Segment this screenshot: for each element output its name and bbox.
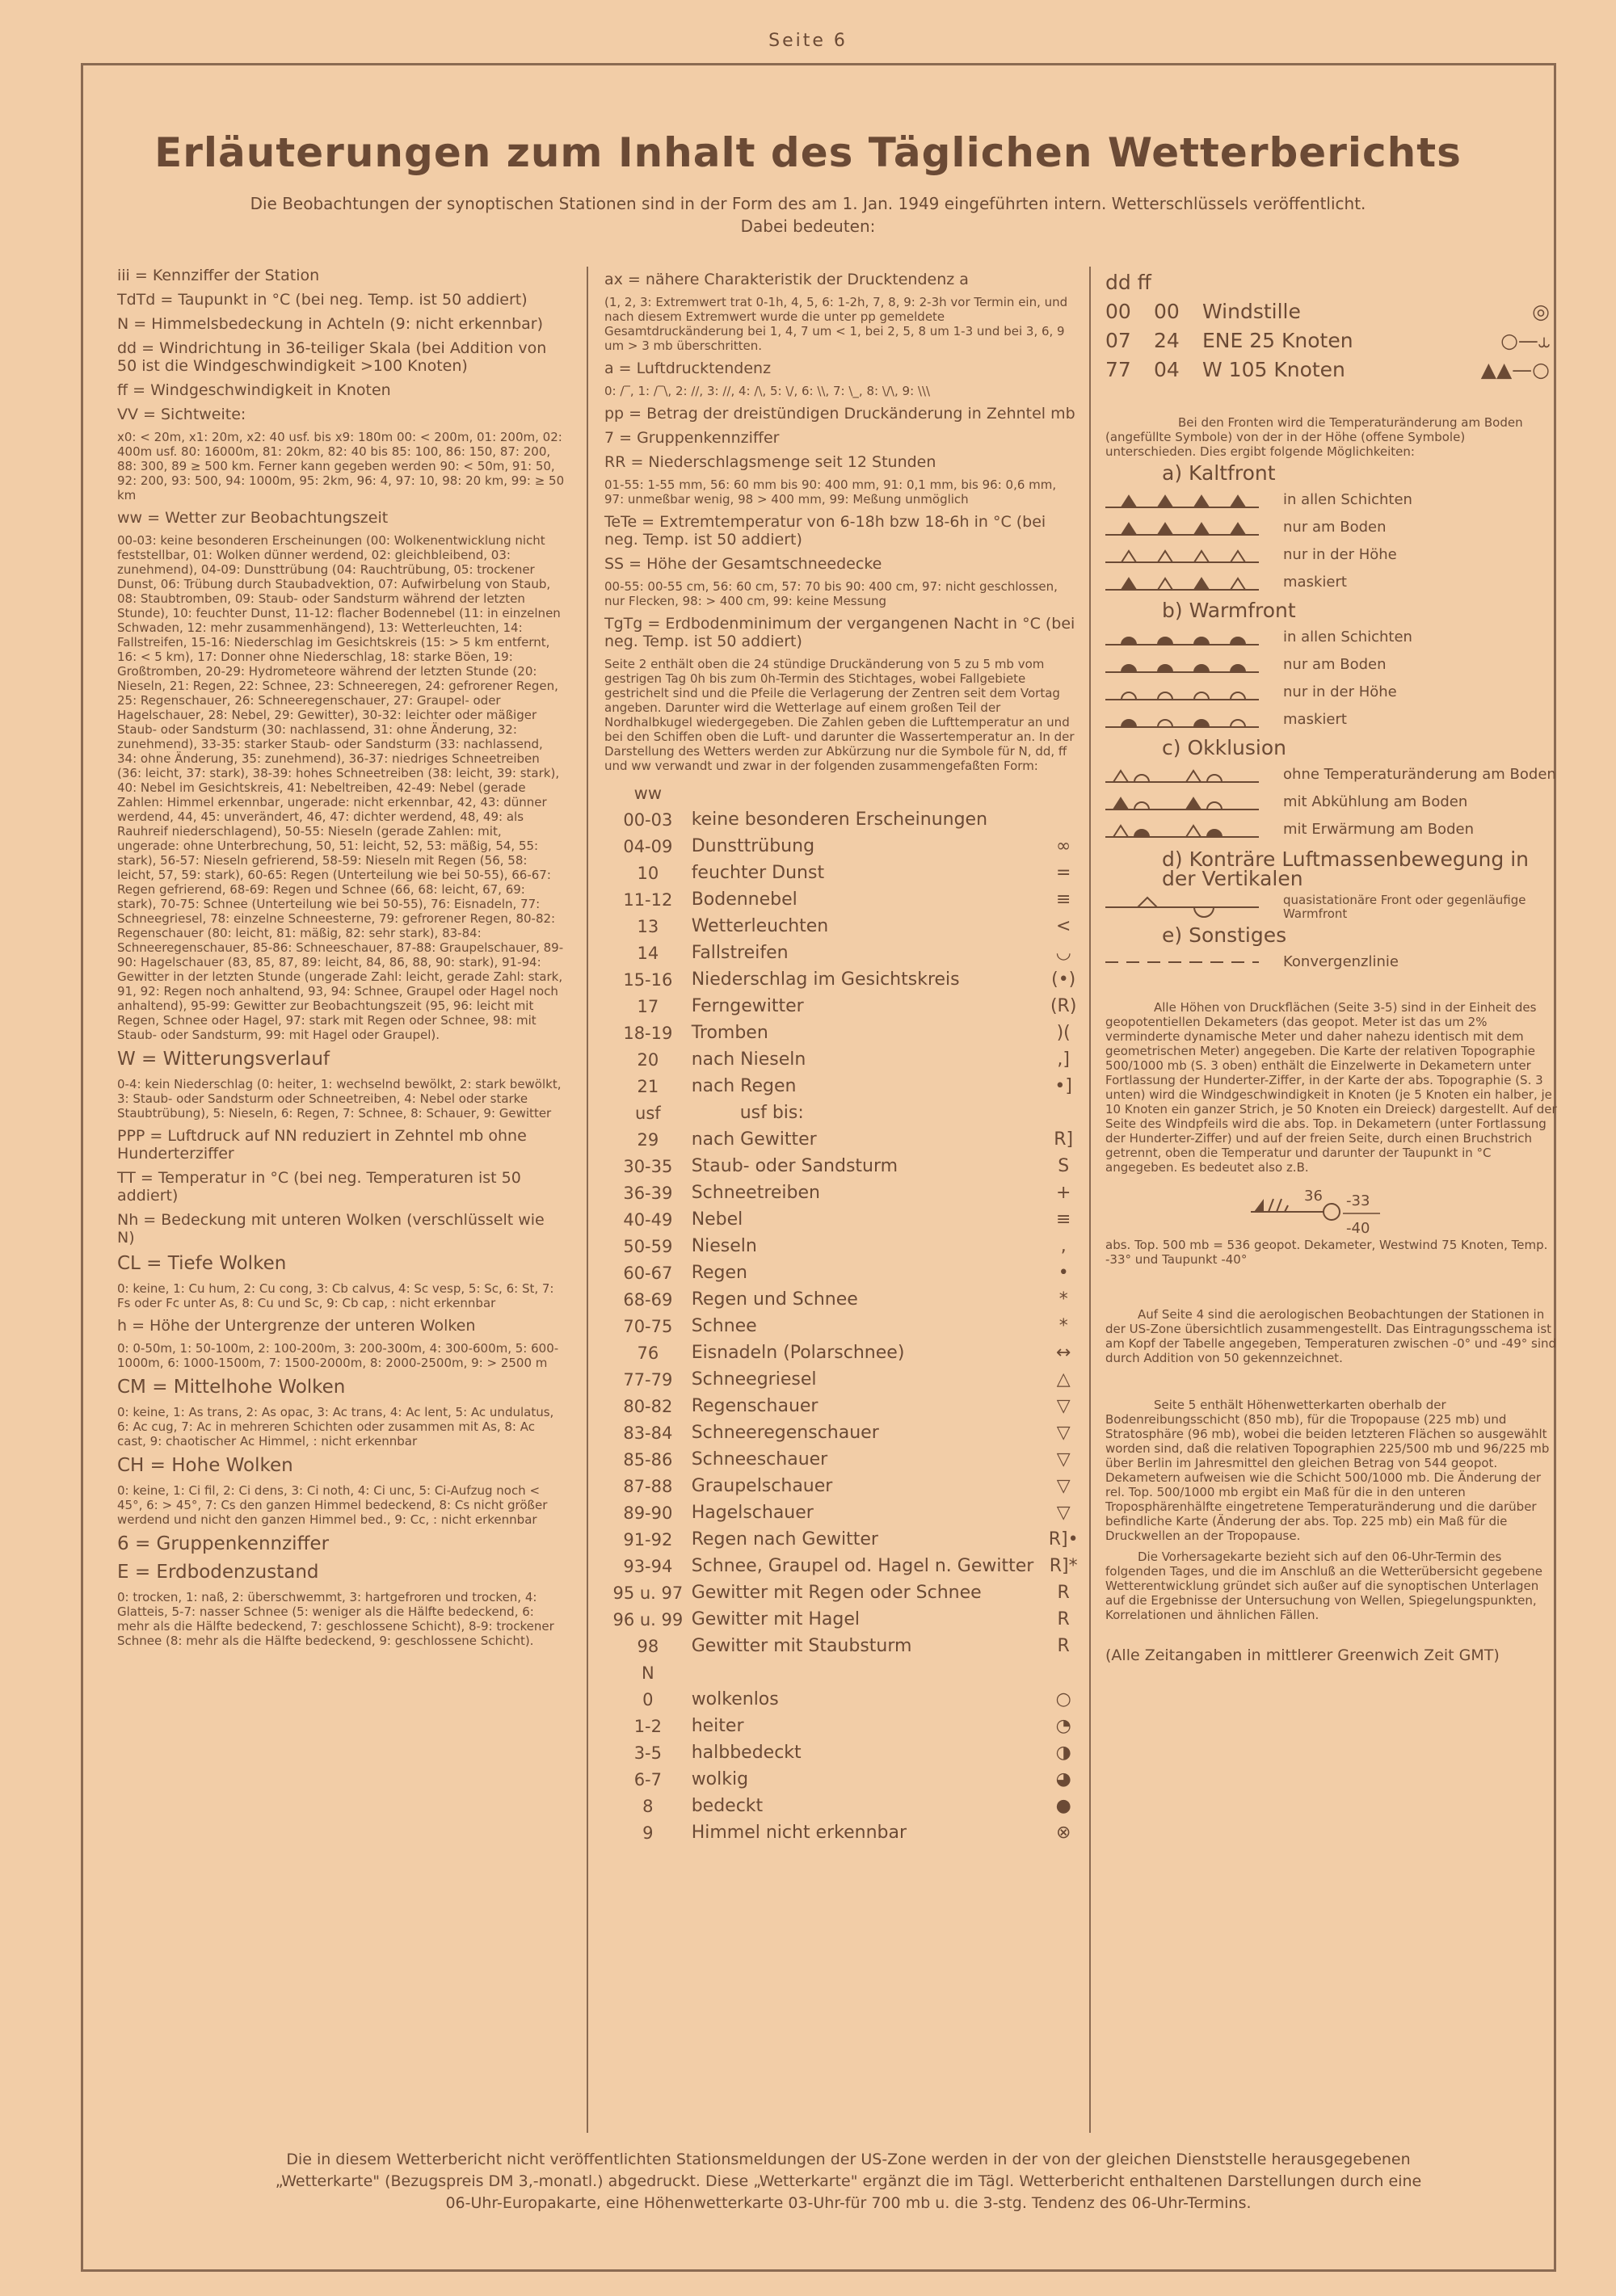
ww-code: 96 u. 99: [612, 1609, 684, 1629]
weather-symbol-icon: *: [1058, 1289, 1068, 1310]
ww-description: Regen: [691, 1262, 747, 1283]
ww-rows-part-2: [604, 1126, 1079, 1659]
entry-n: N = Himmelsbedeckung in Achteln (9: nicht erkennbar): [117, 315, 543, 333]
front-row: [1105, 761, 1558, 788]
entry-ch-detail: 0: keine, 1: Ci fil, 2: Ci dens, 3: Ci noth, 4: Ci unc, 5: Ci-Aufzug noch < 45°, 6: > 45°, 7: Cs den ganzen Himmel bedeckend, 8: Cs nicht größer werdend und nicht den ganzen Himmel bed., 9: Cc, : nicht erkennbar: [117, 1483, 548, 1527]
front-row: [1105, 788, 1558, 816]
dd-ff-table: [1105, 268, 1550, 385]
entry-e: E = Erdbodenzustand: [117, 1562, 319, 1583]
weather-symbol-icon: ,]: [1057, 1049, 1070, 1070]
ww-row: [604, 1633, 1079, 1659]
ff-value: 24: [1154, 329, 1180, 352]
weather-symbol-icon: ▽: [1056, 1502, 1071, 1523]
ww-description: Hagelschauer: [691, 1502, 814, 1523]
wind-symbol-icon: ○—⥿: [1500, 329, 1550, 352]
ww-code: 98: [637, 1636, 659, 1656]
ww-code: 50-59: [623, 1236, 673, 1256]
front-label: maskiert: [1283, 574, 1347, 591]
wind-top-value: 36: [1304, 1188, 1323, 1205]
ww-row: [604, 1366, 1079, 1393]
ww-description: Niederschlag im Gesichtskreis: [691, 969, 960, 990]
column-middle: [604, 271, 1079, 1846]
n-row: [604, 1793, 1079, 1819]
entry-pp: pp = Betrag der dreistündigen Druckänderung in Zehntel mb: [604, 405, 1075, 423]
weather-symbol-icon: R]•: [1048, 1529, 1079, 1550]
entry-cm-detail: 0: keine, 1: As trans, 2: As opac, 3: Ac trans, 4: Ac lent, 5: Ac undulatus, 6: Ac cug, 7: Ac in mehreren Schichten oder zusammen mit As, 8: Ac cast, 9: chaotischer Ac Himmel, : nicht erkennbar: [117, 1405, 554, 1449]
entry-w: W = Witterungsverlauf: [117, 1049, 330, 1070]
ww-description: Graupelschauer: [691, 1475, 833, 1496]
ww-description: Gewitter mit Staubsturm: [691, 1635, 912, 1656]
ww-code: 36-39: [623, 1183, 673, 1203]
n-code: 6-7: [633, 1769, 662, 1789]
ww-code: 70-75: [623, 1316, 673, 1336]
weather-symbol-icon: ≡: [1055, 1209, 1071, 1230]
ww-row: [604, 1499, 1079, 1526]
ww-description: Schnee, Graupel od. Hagel n. Gewitter: [691, 1555, 1034, 1576]
wind-symbol-icon: ▲▲—○: [1480, 358, 1550, 381]
ww-row: [604, 860, 1079, 886]
ww-description: Nebel: [691, 1209, 743, 1230]
front-label: mit Abkühlung am Boden: [1283, 793, 1468, 810]
weather-symbol-icon: <: [1055, 915, 1071, 936]
n-description: Himmel nicht erkennbar: [691, 1822, 907, 1843]
dd-description: Windstille: [1202, 300, 1301, 323]
ww-code: 40-49: [623, 1209, 673, 1230]
ww-description: Dunsttrübung: [691, 835, 815, 856]
ww-code: 68-69: [623, 1289, 673, 1310]
dd-description: ENE 25 Knoten: [1202, 329, 1353, 352]
ww-row: [604, 1526, 1079, 1553]
ww-description: nach Gewitter: [691, 1129, 817, 1150]
ww-row: [604, 1606, 1079, 1633]
weather-symbol-icon: ,: [1060, 1235, 1067, 1256]
ww-row: [604, 833, 1079, 860]
column-divider-left: [587, 267, 588, 2133]
wind-example: [1105, 1181, 1558, 1238]
cloud-cover-icon: ◕: [1055, 1768, 1071, 1789]
entry-ss: SS = Höhe der Gesamtschneedecke: [604, 555, 882, 573]
ww-code: 10: [637, 863, 659, 883]
occlusion-front-symbol: [1105, 790, 1259, 814]
column-right: [1105, 268, 1558, 1671]
front-label: nur am Boden: [1283, 519, 1387, 536]
ww-description: feuchter Dunst: [691, 862, 825, 883]
entry-vv-detail: x0: < 20m, x1: 20m, x2: 40 usf. bis x9: 180m 00: < 200m, 01: 200m, 02: 400m usf. 80: 16000m, 81: 20km, 82: 40 bis 85: 100, 86: 150, 87: 200, 88: 300, 89 ≥ 500 km. Ferner kann gegeben werden 90: < 50m, 91: 50, 92: 200, 93: 500, 94: 1000m, 95: 2km, 96: 4, 97: 10, 98: 20 km, 99: ≥ 50 km: [117, 430, 565, 503]
wind-barb-example-icon: [1243, 1181, 1404, 1238]
entry-cl-detail: 0: keine, 1: Cu hum, 2: Cu cong, 3: Cb calvus, 4: Sc vesp, 5: Sc, 6: St, 7: Fs oder Fc unter As, 8: Cu und Sc, 9: Cb cap, : nicht erkennbar: [117, 1281, 554, 1310]
front-label: nur in der Höhe: [1283, 683, 1397, 700]
ff-value: 00: [1154, 300, 1180, 323]
entry-a-detail: 0: ∕‾, 1: ∕‾\, 2: ∕∕, 3: ∕∕, 4: ∕\, 5: \∕, 6: \\, 7: \_, 8: \∕\, 9: \\\: [604, 384, 931, 398]
ww-description: Tromben: [691, 1022, 768, 1043]
entry-dd: dd = Windrichtung in 36-teiliger Skala (bei Addition von 50 ist die Windgeschwindigkeit >100 Knoten): [117, 339, 547, 375]
cloud-cover-icon: ◑: [1055, 1742, 1071, 1763]
weather-symbol-icon: R: [1057, 1582, 1070, 1603]
okklusion-heading: c) Okklusion: [1162, 736, 1286, 759]
ww-description: keine besonderen Erscheinungen: [691, 809, 988, 830]
usf-row: [604, 1100, 1079, 1126]
n-row: [604, 1739, 1079, 1766]
ww-description: Schneetreiben: [691, 1182, 820, 1203]
dd-value: 07: [1105, 329, 1131, 352]
entry-tt: TT = Temperatur in °C (bei neg. Temperaturen ist 50 addiert): [117, 1169, 521, 1205]
ww-code: 13: [637, 916, 659, 936]
entry-ff: ff = Windgeschwindigkeit in Knoten: [117, 381, 391, 399]
weather-symbol-icon: (•): [1051, 969, 1076, 990]
cloud-cover-icon: ○: [1055, 1688, 1071, 1709]
ww-description: Fallstreifen: [691, 942, 789, 963]
warm-front-symbol: [1105, 653, 1259, 677]
subtitle-line-2: Dabei bedeuten:: [740, 217, 876, 236]
front-label: ohne Temperaturänderung am Boden: [1283, 766, 1556, 783]
ww-code: 00-03: [623, 809, 673, 830]
ww-row: [604, 1393, 1079, 1419]
ww-code: 95 u. 97: [612, 1583, 684, 1603]
front-label: mit Erwärmung am Boden: [1283, 821, 1474, 838]
cold-front-symbol: [1105, 543, 1259, 567]
ww-row: [604, 1206, 1079, 1233]
ww-row: [604, 1313, 1079, 1339]
n-header-row: [604, 1659, 1079, 1686]
front-row: [1105, 514, 1558, 541]
warmfront-heading: b) Warmfront: [1162, 599, 1296, 622]
ww-code: 77-79: [623, 1369, 673, 1390]
entry-ww: ww = Wetter zur Beobachtungszeit: [117, 509, 389, 527]
weather-symbol-icon: ≡: [1055, 889, 1071, 910]
seite5-text: Seite 5 enthält Höhenwetterkarten oberhalb der Bodenreibungsschicht (850 mb), für die Tropopause (225 mb) und Stratosphäre (96 mb), wobei die beiden letzteren Flächen so ausgewählt worden sind, daß die relativen Topographien 225/500 mb und 96/225 mb über Berlin im Jahresmittel den gleichen Betrag von 544 geopot. Dekametern aufweisen wie die Schicht 500/1000 mb. Die Änderung der rel. Top. 500/1000 mb ergibt ein Maß für die in den unteren Troposphärenhälfte eingetretene Temperaturänderung und die darüber befindliche Karte (Änderung der abs. Top. 225 mb) ein Maß für die Druckwellen an der Tropopause.: [1105, 1398, 1550, 1543]
ww-code: 91-92: [623, 1529, 673, 1550]
n-row: [604, 1713, 1079, 1739]
weather-symbol-icon: •: [1058, 1262, 1069, 1283]
wind-temp-value: -33: [1346, 1192, 1370, 1209]
ww-row: [604, 966, 1079, 993]
front-row: [1105, 816, 1558, 843]
front-label: in allen Schichten: [1283, 629, 1412, 645]
ww-code: 18-19: [623, 1023, 673, 1043]
weather-symbol-icon: ↔: [1055, 1342, 1071, 1363]
n-rows: [604, 1686, 1079, 1846]
wind-symbol-icon: ◎: [1532, 300, 1550, 323]
ww-code: 60-67: [623, 1263, 673, 1283]
weather-symbol-icon: )(: [1056, 1022, 1071, 1043]
n-code: 8: [642, 1796, 654, 1816]
subtitle: [162, 192, 1454, 238]
ww-description: Schneeschauer: [691, 1449, 828, 1470]
weather-symbol-icon: +: [1055, 1182, 1071, 1203]
ww-row: [604, 1153, 1079, 1180]
ww-code: 76: [637, 1343, 659, 1363]
ww-row: [604, 1073, 1079, 1100]
sonstiges-heading: e) Sonstiges: [1162, 923, 1287, 947]
ww-symbol-table: [604, 780, 1079, 1846]
front-row-kontraer: [1105, 894, 1558, 921]
front-label: maskiert: [1283, 711, 1347, 728]
weather-symbol-icon: ▽: [1056, 1395, 1071, 1416]
entry-ax: ax = nähere Charakteristik der Drucktendenz a: [604, 271, 969, 288]
n-row: [604, 1766, 1079, 1793]
ww-description: nach Nieseln: [691, 1049, 806, 1070]
weather-symbol-icon: R: [1057, 1608, 1070, 1629]
n-row: [604, 1686, 1079, 1713]
dd-description: W 105 Knoten: [1202, 358, 1345, 381]
usf-bis: usf bis:: [739, 1102, 804, 1123]
column-left: [117, 267, 566, 1655]
n-code: 3-5: [633, 1743, 662, 1763]
ww-description: Regen und Schnee: [691, 1289, 858, 1310]
ww-row: [604, 1180, 1079, 1206]
warm-front-symbol: [1105, 625, 1259, 650]
ww-description: nach Regen: [691, 1075, 797, 1096]
ww-code: 85-86: [623, 1449, 673, 1470]
entry-vv: VV = Sichtweite:: [117, 406, 246, 423]
front-label: quasistationäre Front oder gegenläufige Warmfront: [1283, 893, 1526, 921]
ww-description: Regenschauer: [691, 1395, 819, 1416]
front-row-konvergenz: [1105, 948, 1558, 976]
entry-ss-detail: 00-55: 00-55 cm, 56: 60 cm, 57: 70 bis 90: 400 cm, 97: nicht geschlossen, nur Flecken, 98: > 400 cm, 99: keine Messung: [604, 579, 1058, 608]
ww-code: 11-12: [623, 889, 673, 910]
entry-rr: RR = Niederschlagsmenge seit 12 Stunden: [604, 453, 936, 471]
cloud-cover-icon: ●: [1055, 1795, 1071, 1816]
weather-symbol-icon: △: [1056, 1369, 1071, 1390]
front-symbol-quasistationary: [1105, 895, 1259, 919]
n-code: 1-2: [633, 1716, 662, 1736]
ww-description: Gewitter mit Hagel: [691, 1608, 860, 1629]
ww-header: ww: [633, 783, 663, 803]
front-label: nur am Boden: [1283, 656, 1387, 673]
ww-code: 14: [637, 943, 659, 963]
ww-code: 20: [637, 1049, 659, 1070]
fronts-intro: Bei den Fronten wird die Temperaturänderung am Boden (angefüllte Symbole) von der in der Höhe (offene Symbole) unterschieden. Dies ergibt folgende Möglichkeiten:: [1105, 415, 1523, 459]
entry-tdtd: TdTd = Taupunkt in °C (bei neg. Temp. ist 50 addiert): [117, 291, 528, 309]
ww-description: Eisnadeln (Polarschnee): [691, 1342, 905, 1363]
ww-code: 83-84: [623, 1423, 673, 1443]
front-symbol-convergence: [1105, 950, 1259, 974]
ww-row: [604, 1446, 1079, 1473]
n-row: [604, 1819, 1079, 1846]
kontraer-heading: d) Konträre Luftmassenbewegung in der Vertikalen: [1162, 847, 1530, 890]
occlusion-front-symbol: [1105, 818, 1259, 842]
cold-front-symbol: [1105, 488, 1259, 512]
entry-iii: iii = Kennziffer der Station: [117, 267, 320, 284]
entry-nh: Nh = Bedeckung mit unteren Wolken (verschlüsselt wie N): [117, 1211, 545, 1247]
entry-seven: 7 = Gruppenkennziffer: [604, 429, 780, 447]
ww-row: [604, 1046, 1079, 1073]
ww-code: 89-90: [623, 1503, 673, 1523]
usf-header: usf: [635, 1103, 661, 1123]
ww-row: [604, 1286, 1079, 1313]
ww-code: 29: [637, 1129, 659, 1150]
weather-symbol-icon: ∞: [1056, 835, 1071, 856]
dd-header: dd ff: [1105, 271, 1151, 294]
page-title: Erläuterungen zum Inhalt des Täglichen Wetterberichts: [154, 129, 1462, 176]
n-description: wolkenlos: [691, 1688, 779, 1709]
ww-header-row: [604, 780, 1079, 806]
n-description: halbbedeckt: [691, 1742, 802, 1763]
n-description: heiter: [691, 1715, 744, 1736]
weather-symbol-icon: *: [1058, 1315, 1068, 1336]
n-code: 9: [642, 1823, 654, 1843]
ww-code: 04-09: [623, 836, 673, 856]
ww-code: 21: [637, 1076, 659, 1096]
subtitle-line-1: Die Beobachtungen der synoptischen Stationen sind in der Form des am 1. Jan. 1949 eingeführten intern. Wetterschlüssels veröffentlicht.: [250, 194, 1366, 213]
ww-description: Staub- oder Sandsturm: [691, 1155, 898, 1176]
entry-tgtg: TgTg = Erdbodenminimum der vergangenen Nacht in °C (bei neg. Temp. ist 50 addiert): [604, 615, 1075, 650]
entry-rr-detail: 01-55: 1-55 mm, 56: 60 mm bis 90: 400 mm, 91: 0,1 mm, bis 96: 0,6 mm, 97: unmeßbar wenig, 98 > 400 mm, 99: Meßung unmöglich: [604, 477, 1057, 507]
ww-description: Bodennebel: [691, 889, 797, 910]
weather-symbol-icon: [1047, 806, 1079, 833]
wind-dew-value: -40: [1346, 1220, 1370, 1237]
ww-row: [604, 1126, 1079, 1153]
n-header: N: [641, 1663, 654, 1683]
dd-row: [1105, 326, 1550, 355]
page-number: Seite 6: [768, 31, 848, 51]
ww-description: Nieseln: [691, 1235, 757, 1256]
n-code: 0: [642, 1689, 654, 1709]
weather-symbol-icon: ▽: [1056, 1475, 1071, 1496]
footer-note: Die in diesem Wetterbericht nicht veröffentlichten Stationsmeldungen der US-Zone werden in der von der gleichen Dienststelle herausgegebenen „Wetterkarte" (Bezugspreis DM 3,-monatl.) abgedruckt. Diese „Wetterkarte" ergänzt die im Tägl. Wetterbericht enthaltenen Darstellungen durch eine 06-Uhr-Europakarte, eine Höhenwetterkarte 03-Uhr-für 700 mb u. die 3-stg. Tendenz des 06-Uhr-Termins.: [275, 2151, 1422, 2212]
warm-front-symbol: [1105, 680, 1259, 704]
cold-front-symbol: [1105, 515, 1259, 540]
weather-symbol-icon: (R): [1050, 995, 1077, 1016]
ww-rows-part-1: [604, 806, 1079, 1100]
front-label: nur in der Höhe: [1283, 546, 1397, 563]
entry-ch: CH = Hohe Wolken: [117, 1455, 293, 1476]
ww-description: Schnee: [691, 1315, 757, 1336]
ww-description: Wetterleuchten: [691, 915, 829, 936]
ww-description: Schneeregenschauer: [691, 1422, 879, 1443]
ff-value: 04: [1154, 358, 1180, 381]
ww-code: 93-94: [623, 1556, 673, 1576]
front-label: in allen Schichten: [1283, 491, 1412, 508]
ww-description: Schneegriesel: [691, 1369, 817, 1390]
example-text: abs. Top. 500 mb = 536 geopot. Dekameter, Westwind 75 Knoten, Temp. -33° und Taupunkt -40°: [1105, 1238, 1548, 1267]
weather-symbol-icon: =: [1055, 862, 1071, 883]
entry-w-detail: 0-4: kein Niederschlag (0: heiter, 1: wechselnd bewölkt, 2: stark bewölkt, 3: Staub- oder Sandsturm oder Schneetreiben, 4: Nebel oder starke Staubtrübung), 5: Nieseln, 6: Regen, 7: Schnee, 8: Schauer, 9: Gewitter: [117, 1077, 562, 1121]
weather-symbol-icon: ▽: [1056, 1422, 1071, 1443]
front-row: [1105, 541, 1558, 569]
front-row: [1105, 651, 1558, 679]
ww-description: Ferngewitter: [691, 995, 804, 1016]
dd-row: [1105, 355, 1550, 385]
n-description: wolkig: [691, 1768, 749, 1789]
ww-code: 15-16: [623, 969, 673, 990]
cloud-cover-icon: ⊗: [1055, 1822, 1071, 1843]
entry-ppp: PPP = Luftdruck auf NN reduziert in Zehntel mb ohne Hunderterziffer: [117, 1127, 527, 1163]
ww-row: [604, 1579, 1079, 1606]
ww-description: Gewitter mit Regen oder Schnee: [691, 1582, 982, 1603]
entry-seite2: Seite 2 enthält oben die 24 stündige Druckänderung von 5 zu 5 mb vom gestrigen Tag 0h bis zum 0h-Termin des Stichtages, wobei Fallgebiete gestrichelt sind und die Pfeile die Verlagerung der Zentren seit dem Vortag angeben. Darunter wird die Wetterlage auf einem großen Teil der Nordhalbkugel wiedergegeben. Die Zahlen geben die Lufttemperatur an und bei den Schiffen oben die Luft- und darunter die Wassertemperatur an. In der Darstellung des Wetters werden zur Abkürzung nur die Symbole für N, dd, ff und ww verwandt und zwar in der folgenden zusammengefaßten Form:: [604, 657, 1075, 773]
weather-symbol-icon: R]*: [1049, 1555, 1078, 1576]
ww-row: [604, 1339, 1079, 1366]
dd-row: [1105, 297, 1550, 326]
vorhersage-text: Die Vorhersagekarte bezieht sich auf den 06-Uhr-Termin des folgenden Tages, und die im Anschluß an die Wetterübersicht gegebene Wetterentwicklung gründet sich außer auf die synoptischen Unterlagen auf die Ergebnisse der Untersuchung von Wellen, Spiegelungspunkten, Korrelationen und ähnlichen Fällen.: [1105, 1550, 1542, 1622]
ww-row: [604, 1020, 1079, 1046]
cold-front-symbol: [1105, 570, 1259, 595]
ww-row: [604, 993, 1079, 1020]
ww-code: 80-82: [623, 1396, 673, 1416]
zeitangaben-note: (Alle Zeitangaben in mittlerer Greenwich Zeit GMT): [1105, 1646, 1500, 1664]
cloud-cover-icon: ◔: [1055, 1715, 1071, 1736]
ww-row: [604, 886, 1079, 913]
seite4-text: Auf Seite 4 sind die aerologischen Beobachtungen der Stationen in der US-Zone übersichtlich zusammengestellt. Das Eintragungsschema ist am Kopf der Tabelle angegeben, Temperaturen zwischen -0° und -49° sind durch Addition von 50 gekennzeichnet.: [1105, 1307, 1557, 1365]
weather-symbol-icon: S: [1058, 1155, 1070, 1176]
entry-cl: CL = Tiefe Wolken: [117, 1253, 287, 1274]
weather-symbol-icon: •]: [1054, 1075, 1072, 1096]
column-divider-right: [1089, 267, 1091, 2133]
ww-row: [604, 1259, 1079, 1286]
ww-row: [604, 913, 1079, 940]
ww-code: 87-88: [623, 1476, 673, 1496]
ww-row: [604, 1233, 1079, 1259]
ww-row: [604, 940, 1079, 966]
entry-a: a = Luftdrucktendenz: [604, 360, 772, 377]
front-row: [1105, 706, 1558, 734]
entry-e-detail: 0: trocken, 1: naß, 2: überschwemmt, 3: hartgefroren und trocken, 4: Glatteis, 5-7: nasser Schnee (5: weniger als die Hälfte bedeckend, 6: mehr als die Hälfte bedeckend, 7: geschlossene Schicht), 8-9: trockener Schnee (8: mehr als die Hälfte bedeckend, 9: geschlossene Schicht).: [117, 1590, 554, 1648]
entry-h: h = Höhe der Untergrenze der unteren Wolken: [117, 1317, 476, 1335]
warm-front-symbol: [1105, 708, 1259, 732]
ww-code: 17: [637, 996, 659, 1016]
entry-ww-detail: 00-03: keine besonderen Erscheinungen (00: Wolkenentwicklung nicht feststellbar, 01: Wolken dünner werdend, 02: gleichbleibend, 03: zunehmend), 04-09: Dunsttrübung (04: Rauchtrübung, 05: trockener Dunst, 06: Trübung durch Staubadvektion, 07: Aufwirbelung von Staub, 08: Staubtromben, 09: Staub- oder Sandsturm während der letzten Stunde), 10: feuchter Dunst, 11-12: flacher Bodennebel (11: in einzelnen Schwaden, 12: mehr zusammenhängend), 13: Wetterleuchten, 14: Fallstreifen, 15-16: Niederschlag im Gesichtskreis (15: > 5 km entfernt, 16: < 5 km), 17: Donner ohne Niederschlag, 18: starke Böen, 19: Großtromben, 20-29: Hydrometeore während der letzten Stunde (20: Nieseln, 21: Regen, 22: Schnee, 23: Schneeregen, 24: gefrorener Regen, 25: Regenschauer, 26: Schneeregenschauer, 27: Graupel- oder Hagelschauer, 28: Nebel, 29: Gewitter), 30-32: leichter oder mäßiger Staub- oder Sandsturm (30: nachlassend, 31: ohne Änderung, 32: zunehmend), 33-35: starker Staub- oder Sandsturm (33: nachlassend, 34: ohne Änderung, 35: zunehmend), 36-37: niedriges Schneetreiben (36: leicht, 37: stark), 38-39: hohes Schneetreiben (38: leicht, 39: stark), 40: Nebel im Gesichtskreis, 41: Nebeltreiben, 42-49: Nebel (gerade Zahlen: Himmel erkennbar, ungerade: nicht erkennbar, 42, 43: dünner werdend, 44, 45: unverändert, 46, 47: dichter werdend, 48, 49: als Rauhreif niederschlagend), 50-55: Nieseln (gerade Zahlen: mit, ungerade: ohne Unterbrechung, 50, 51: leicht, 52, 53: mäßig, 54, 55: stark), 56-57: Nieseln gefrierend, 58-59: Nieseln mit Regen (56, 58: leicht, 57, 59: stark), 60-65: Regen (Unterteilung wie bei 50-55), 66-67: Regen gefrierend, 68-69: Regen und Schnee (66, 68: leicht, 67, 69: stark), 70-75: Schnee (Unterteilung wie bei 50-55), 76: Eisnadeln, 77: Schneegriesel, 78: einzelne Schneesterne, 79: gefrorener Regen, 80-82: Regenschauer (80: leicht, 81: mäßig, 82: sehr stark), 83-84: Schneeregenschauer, 85-86: Schneeschauer, 87-88: Graupelschauer, 89-90: Hagelschauer (83, 85, 87, 89: leicht, 84, 86, 88, 90: stark), 91-94: Gewitter in der letzten Stunde (ungerade Zahl: leicht, gerade Zahl: stark, 91, 92: Regen noch anhaltend, 93, 94: Schnee, Graupel oder Hagel noch anhaltend), 95-99: Gewitter zur Beobachtungszeit (95, 96: leicht mit Regen, Schnee oder Hagel, 97: stark mit Regen oder Schnee, 98: mit Staub- oder Sandsturm, 99: mit Hagel oder Graupel).: [117, 533, 564, 1042]
entry-h-detail: 0: 0-50m, 1: 50-100m, 2: 100-200m, 3: 200-300m, 4: 300-600m, 5: 600-1000m, 6: 1000-1500m, 7: 1500-2000m, 8: 2000-2500m, 9: > 2500 m: [117, 1341, 559, 1370]
hoehen-text: Alle Höhen von Druckflächen (Seite 3-5) sind in der Einheit des geopotentiellen Dekameters (das geopot. Meter ist das um 2% verminderte dynamische Meter und daher nahezu identisch mit dem geometrischen Meter) angegeben. Die Karte der relativen Topographie 500/1000 mb (S. 3 oben) enthält die Einzelwerte in Dekametern unter Fortlassung der Hunderter-Ziffer, in der Karte der abs. Topographie (S. 3 unten) wird die Windgeschwindigkeit in Knoten (je 5 Knoten ein halber, je 10 Knoten ein ganzer Strich, je 50 Knoten ein Dreieck) dargestellt. Auf der Seite des Windpfeils wird die abs. Top. in Dekametern (unter Fortlassung der Hunderter-Ziffer) und auf der freien Seite, durch einen Bruchstrich getrennt, oben die Temperatur und darunter der Taupunkt in °C angegeben. Es bedeutet also z.B.: [1105, 1000, 1557, 1175]
entry-ax-detail: (1, 2, 3: Extremwert trat 0-1h, 4, 5, 6: 1-2h, 7, 8, 9: 2-3h vor Termin ein, und nach diesem Extremwert wurde die unter pp gemeldete Gesamtdruckänderung bei 1, 4, 7 um < 1, bei 2, 5, 8 um 1-3 und bei 3, 6, 9 um > 3 mb überschritten.: [604, 295, 1068, 353]
entry-tete: TeTe = Extremtemperatur von 6-18h bzw 18-6h in °C (bei neg. Temp. ist 50 addiert): [604, 513, 1046, 549]
dd-value: 00: [1105, 300, 1131, 323]
weather-symbol-icon: R]: [1054, 1129, 1074, 1150]
front-row: [1105, 679, 1558, 706]
entry-cm: CM = Mittelhohe Wolken: [117, 1377, 346, 1398]
ww-row: [604, 806, 1079, 833]
weather-symbol-icon: ▽: [1056, 1449, 1071, 1470]
ww-row: [604, 1419, 1079, 1446]
ww-row: [604, 1553, 1079, 1579]
weather-symbol-icon: R: [1057, 1635, 1070, 1656]
weather-symbol-icon: ◡: [1055, 942, 1071, 963]
entry-six: 6 = Gruppenkennziffer: [117, 1533, 330, 1554]
front-row: [1105, 624, 1558, 651]
front-row: [1105, 486, 1558, 514]
front-row: [1105, 569, 1558, 596]
n-description: bedeckt: [691, 1795, 764, 1816]
ww-code: 30-35: [623, 1156, 673, 1176]
occlusion-front-symbol: [1105, 763, 1259, 787]
front-label: Konvergenzlinie: [1283, 953, 1399, 970]
ww-description: Regen nach Gewitter: [691, 1529, 878, 1550]
kaltfront-heading: a) Kaltfront: [1162, 461, 1276, 485]
dd-value: 77: [1105, 358, 1131, 381]
ww-row: [604, 1473, 1079, 1499]
